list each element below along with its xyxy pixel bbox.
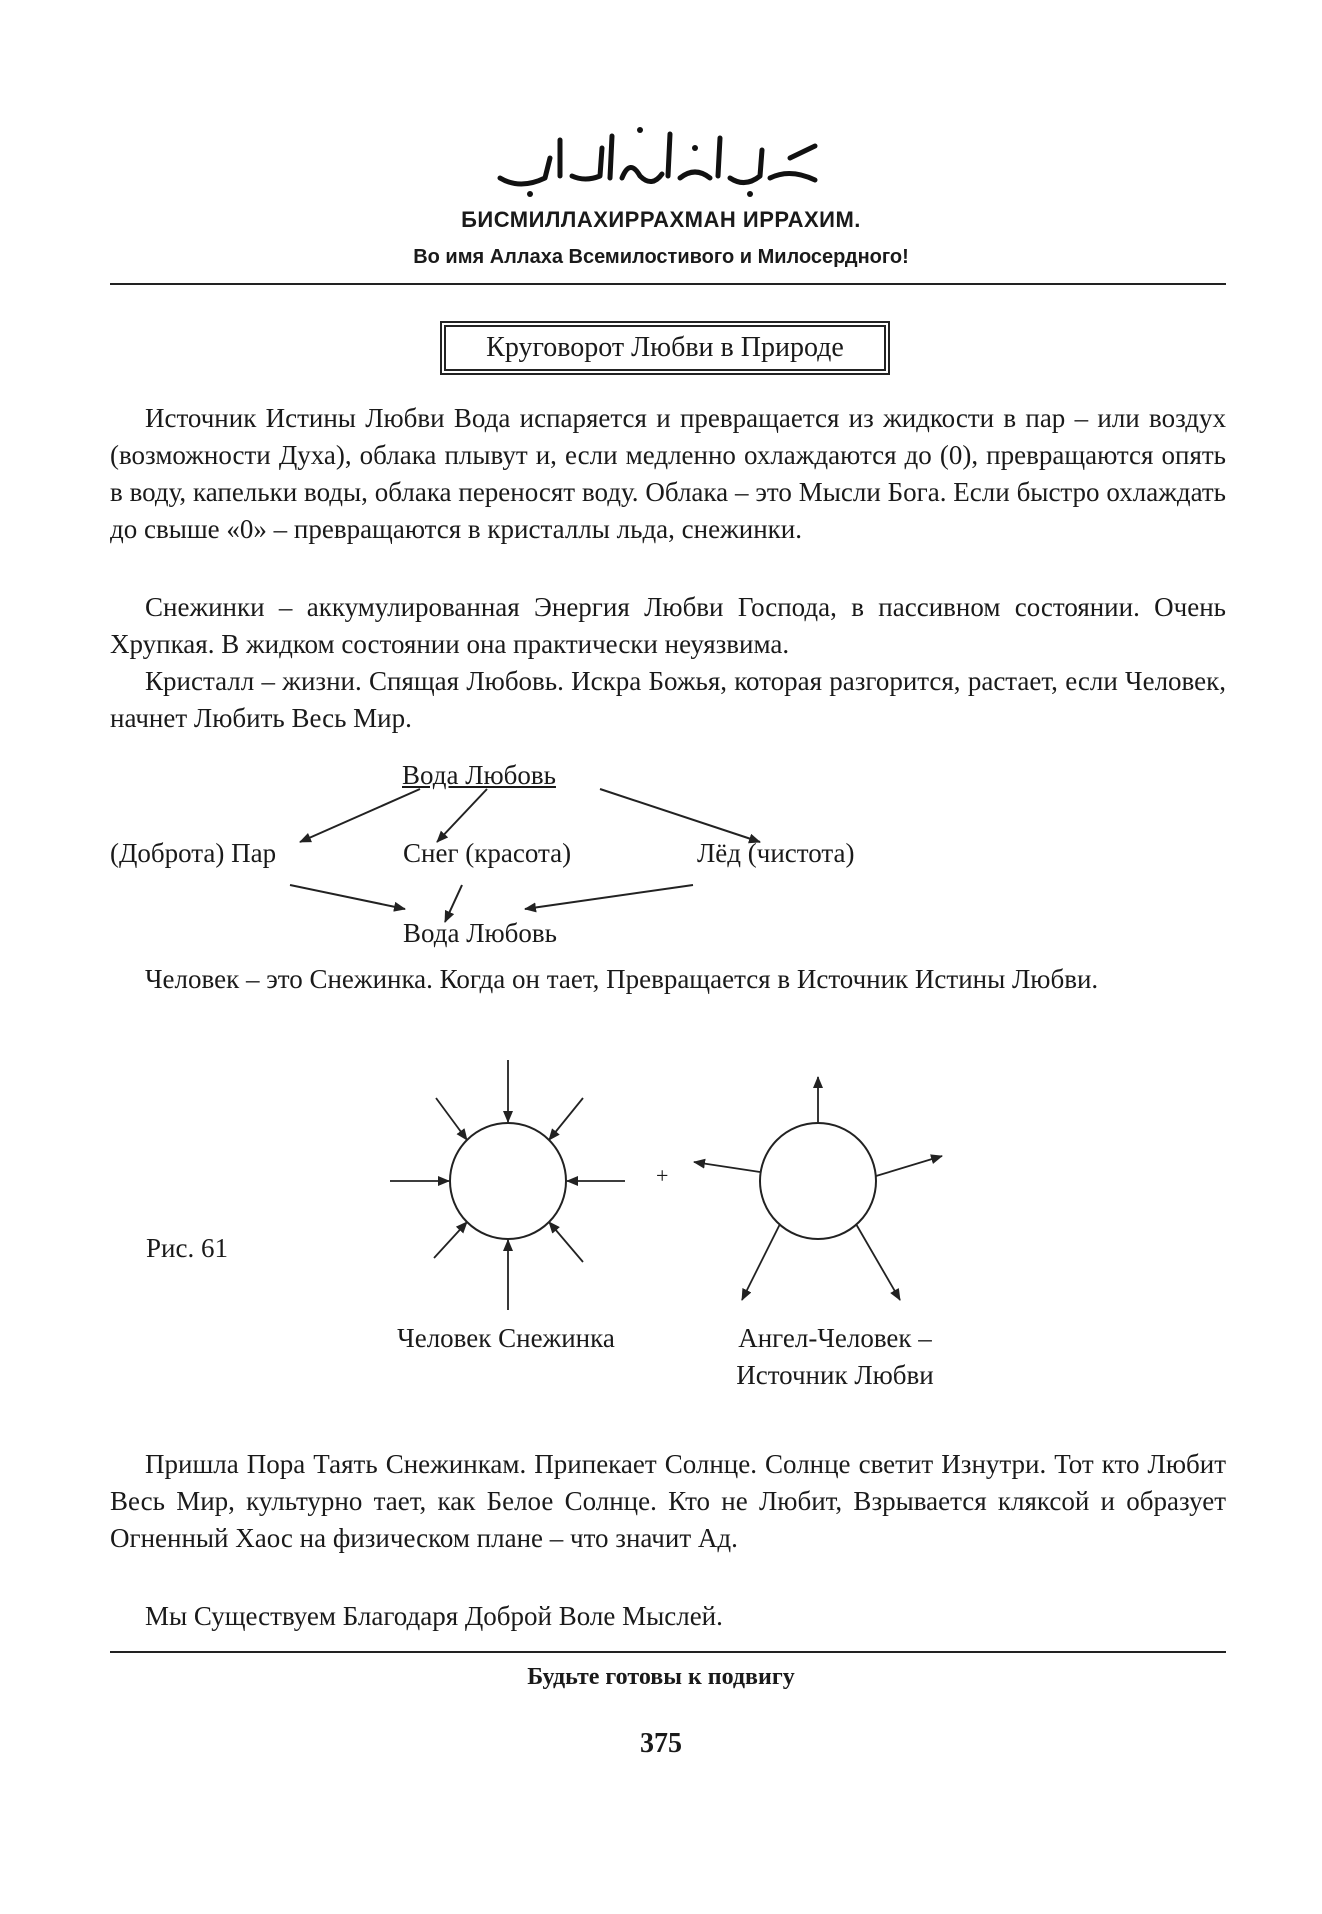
cycle-top-label: Вода Любовь xyxy=(402,760,556,790)
figure-caption-left: Человек Снежинка xyxy=(397,1323,615,1353)
paragraph-1: Источник Истины Любви Вода испаряется и превращается из жидкости в пар – или воздух (возможности Духа), облака плывут и, если медленно охлаждаются до (0), превращаются опять в воду, капельки воды, облака переносят воду. Облака – это Мысли Бога. Если быстро охлаждать до свыше «0» – превращаются в кристаллы льда, снежинки. xyxy=(110,403,1226,544)
footer-divider xyxy=(110,1651,1226,1653)
figure-plus-sign: + xyxy=(656,1163,669,1188)
footer-text: Будьте готовы к подвигу xyxy=(527,1664,795,1690)
figure-caption-right-line2: Источник Любви xyxy=(736,1360,934,1390)
cycle-bottom-label: Вода Любовь xyxy=(403,918,557,948)
outward-arrow-left xyxy=(694,1162,760,1172)
figure-caption-right-line1: Ангел-Человек – xyxy=(738,1323,932,1353)
closing-paragraph-1: Пришла Пора Таять Снежинкам. Припекает Солнце. Солнце светит Изнутри. Тот кто Любит Весь Мир, культурно тает, как Белое Солнце. Кто не Любит, Взрывается кляксой и образует Огненный Хаос на физическом плане – что значит Ад. xyxy=(110,1449,1226,1553)
paragraph-2: Снежинки – аккумулированная Энергия Любви Господа, в пассивном состоянии. Очень Хрупкая. В жидком состоянии она практически неуязвима. xyxy=(110,592,1226,659)
snowflake-circle xyxy=(450,1123,566,1239)
cycle-left-label: (Доброта) Пар xyxy=(110,838,277,868)
outward-arrow-right xyxy=(876,1156,942,1176)
angel-circle xyxy=(760,1123,876,1239)
paragraph-3: Кристалл – жизни. Спящая Любовь. Искра Божья, которая разгорится, растает, если Человек, начнет Любить Весь Мир. xyxy=(110,666,1226,733)
page-number: 375 xyxy=(640,1728,682,1759)
inward-arrow-bottom-left xyxy=(434,1222,467,1258)
inward-arrow-top-left xyxy=(436,1098,467,1140)
paragraph-after-diagram: Человек – это Снежинка. Когда он тает, Превращается в Источник Истины Любви. xyxy=(145,964,1099,994)
outward-arrow-bottom-left xyxy=(742,1224,780,1300)
header-title: БИСМИЛЛАХИРРАХМАН ИРРАХИМ. xyxy=(461,207,861,232)
inward-arrow-top-right xyxy=(549,1098,583,1140)
cycle-middle-label: Снег (красота) xyxy=(403,838,572,868)
closing-paragraph-2: Мы Существуем Благодаря Доброй Воле Мыслей. xyxy=(145,1601,723,1631)
cycle-right-label: Лёд (чистота) xyxy=(697,838,855,868)
header-subtitle: Во имя Аллаха Всемилостивого и Милосердного! xyxy=(413,246,909,268)
figure-label: Рис. 61 xyxy=(146,1233,228,1263)
outward-arrow-bottom-right xyxy=(856,1224,900,1300)
section-title: Круговорот Любви в Природе xyxy=(444,325,886,371)
inward-arrow-bottom-right xyxy=(549,1222,583,1262)
